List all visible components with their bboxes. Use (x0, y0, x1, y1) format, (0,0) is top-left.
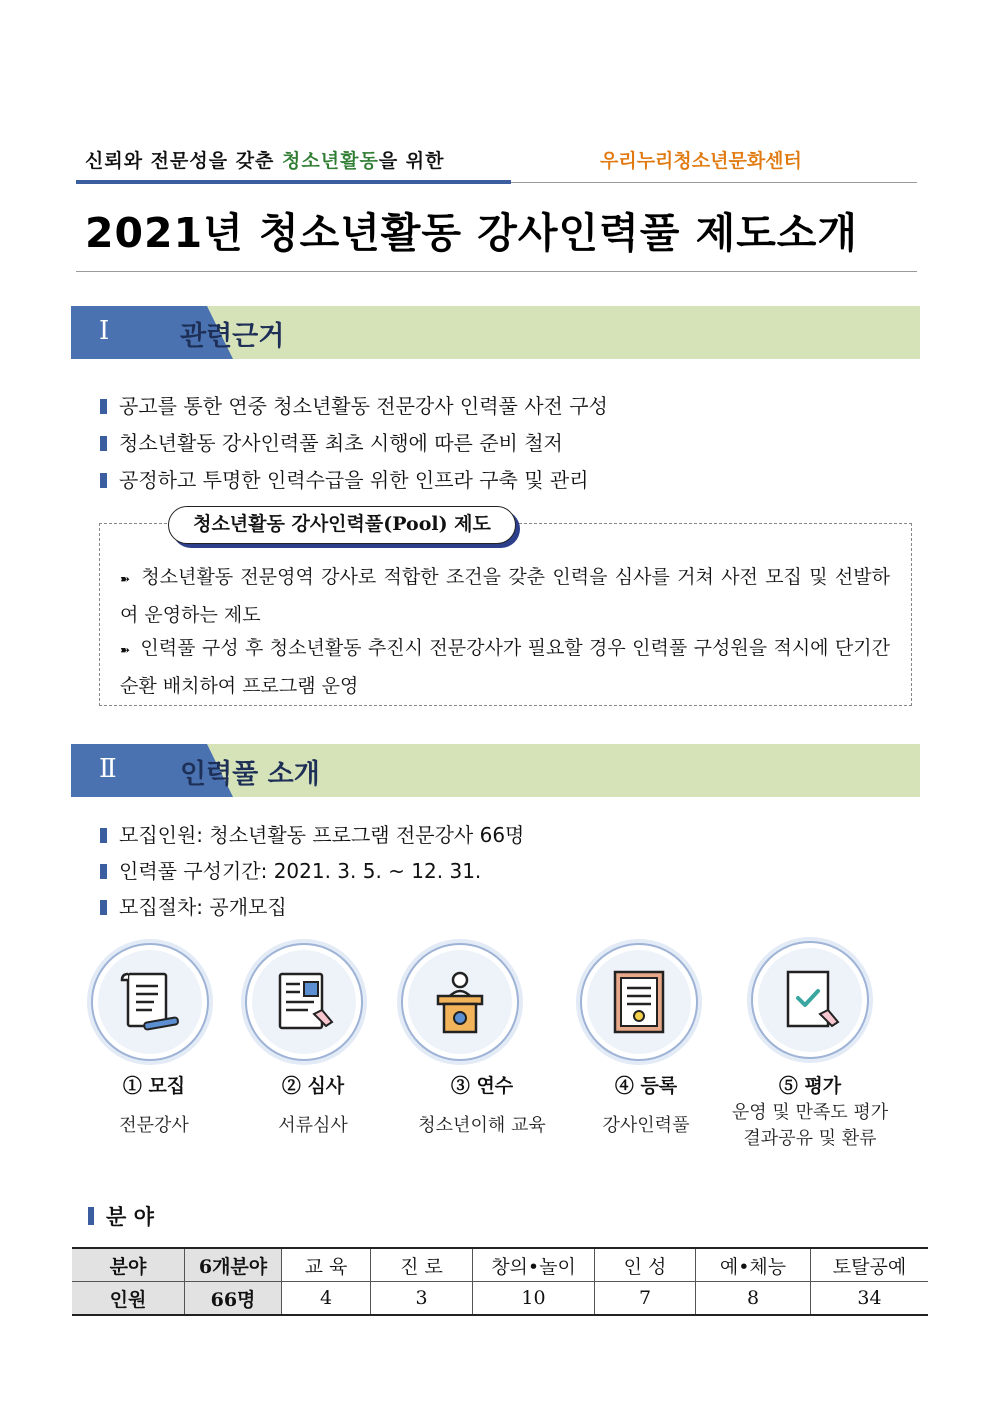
title-rule (76, 271, 917, 272)
bullet-square-icon (100, 473, 107, 488)
table-cell: 인 성 (595, 1248, 696, 1282)
section-header-1 (71, 306, 920, 359)
step-label: ② 심사 (281, 1075, 345, 1097)
list-item-text: 청소년활동 강사인력풀 최초 시행에 따른 준비 철저 (119, 431, 563, 455)
bullet-square-icon (100, 900, 107, 915)
table-cell: 8 (696, 1282, 811, 1316)
step-label: ⑤ 평가 (778, 1075, 842, 1097)
list-item-text: 공정하고 투명한 인력수급을 위한 인프라 구축 및 관리 (119, 468, 589, 492)
step-label: ① 모집 (122, 1075, 186, 1097)
header-rule-gray (511, 182, 917, 183)
arrow-bullet-icon: ➽ (120, 572, 131, 586)
pool-definition-text: 인력풀 구성 후 청소년활동 추진시 전문강사가 필요할 경우 인력풀 구성원을 적시에 단기간 순환 배치하여 프로그램 운영 (120, 637, 890, 697)
organization-name: 우리누리청소년문화센터 (600, 150, 802, 172)
list-item-text: 인력풀 구성기간: 2021. 3. 5. ~ 12. 31. (119, 859, 482, 883)
tagline-highlight: 청소년활동 (282, 150, 379, 172)
document-pen-icon (91, 943, 209, 1061)
table-cell: 4 (282, 1282, 371, 1316)
table-cell: 분야 (72, 1248, 185, 1282)
table-cell: 34 (811, 1282, 929, 1316)
table-cell: 10 (473, 1282, 595, 1316)
table-cell: 진 로 (371, 1248, 473, 1282)
section-title: 관련근거 (180, 321, 285, 352)
resume-review-icon (245, 943, 363, 1061)
tagline-pre: 신뢰와 전문성을 갖춘 (85, 150, 283, 172)
table-cell: 예•체능 (696, 1248, 811, 1282)
bullet-square-icon (100, 828, 107, 843)
fields-heading-text: 분 야 (106, 1204, 154, 1229)
certificate-icon (580, 943, 698, 1061)
table-row (72, 1248, 928, 1282)
checked-document-icon (751, 941, 869, 1059)
table-cell: 토탈공예 (811, 1248, 929, 1282)
table-cell: 66명 (185, 1282, 282, 1316)
fields-table (72, 1247, 928, 1316)
header-rule-blue (76, 180, 511, 184)
fields-heading (88, 1201, 154, 1231)
list-item (100, 464, 589, 493)
list-item-text: 공고를 통한 연중 청소년활동 전문강사 인력풀 사전 구성 (119, 394, 608, 418)
section-header-2 (71, 744, 920, 797)
lecture-podium-icon (401, 943, 519, 1061)
list-item (100, 891, 287, 920)
step-sub: 운영 및 만족도 평가 (731, 1102, 889, 1123)
bullet-square-icon (88, 1207, 94, 1225)
list-item-text: 모집인원: 청소년활동 프로그램 전문강사 66명 (119, 823, 525, 847)
pool-box-title: 청소년활동 강사인력풀(Pool) 제도 (168, 506, 516, 544)
pool-definition-item (120, 630, 890, 704)
bullet-square-icon (100, 864, 107, 879)
table-cell: 인원 (72, 1282, 185, 1316)
list-item (100, 819, 524, 848)
step-label: ③ 연수 (450, 1075, 514, 1097)
step-sub: 전문강사 (119, 1115, 189, 1136)
table-cell: 6개분야 (185, 1248, 282, 1282)
step-label: ④ 등록 (614, 1075, 678, 1097)
tagline-post: 을 위한 (378, 150, 445, 172)
step-sub: 서류심사 (278, 1115, 348, 1136)
step-sub: 결과공유 및 환류 (743, 1128, 877, 1149)
tagline (85, 146, 445, 173)
list-item (100, 427, 563, 456)
table-row (72, 1282, 928, 1316)
list-item (100, 855, 481, 884)
table-cell: 창의•놀이 (473, 1248, 595, 1282)
page-title: 2021년 청소년활동 강사인력풀 제도소개 (85, 209, 859, 257)
table-cell: 7 (595, 1282, 696, 1316)
list-item (100, 390, 608, 419)
bullet-square-icon (100, 436, 107, 451)
section-title: 인력풀 소개 (180, 759, 320, 790)
table-cell: 3 (371, 1282, 473, 1316)
pool-definition-text: 청소년활동 전문영역 강사로 적합한 조건을 갖춘 인력을 심사를 거쳐 사전 모집 및 선발하여 운영하는 제도 (120, 566, 890, 626)
bullet-square-icon (100, 399, 107, 414)
pool-definition-item (120, 559, 890, 633)
table-cell: 교 육 (282, 1248, 371, 1282)
list-item-text: 모집절차: 공개모집 (119, 895, 287, 919)
section-number: Ⅰ (99, 316, 110, 346)
step-sub: 청소년이해 교육 (418, 1115, 546, 1136)
section-number: Ⅱ (99, 754, 117, 784)
step-sub: 강사인력풀 (602, 1115, 690, 1136)
arrow-bullet-icon: ➽ (120, 643, 131, 657)
